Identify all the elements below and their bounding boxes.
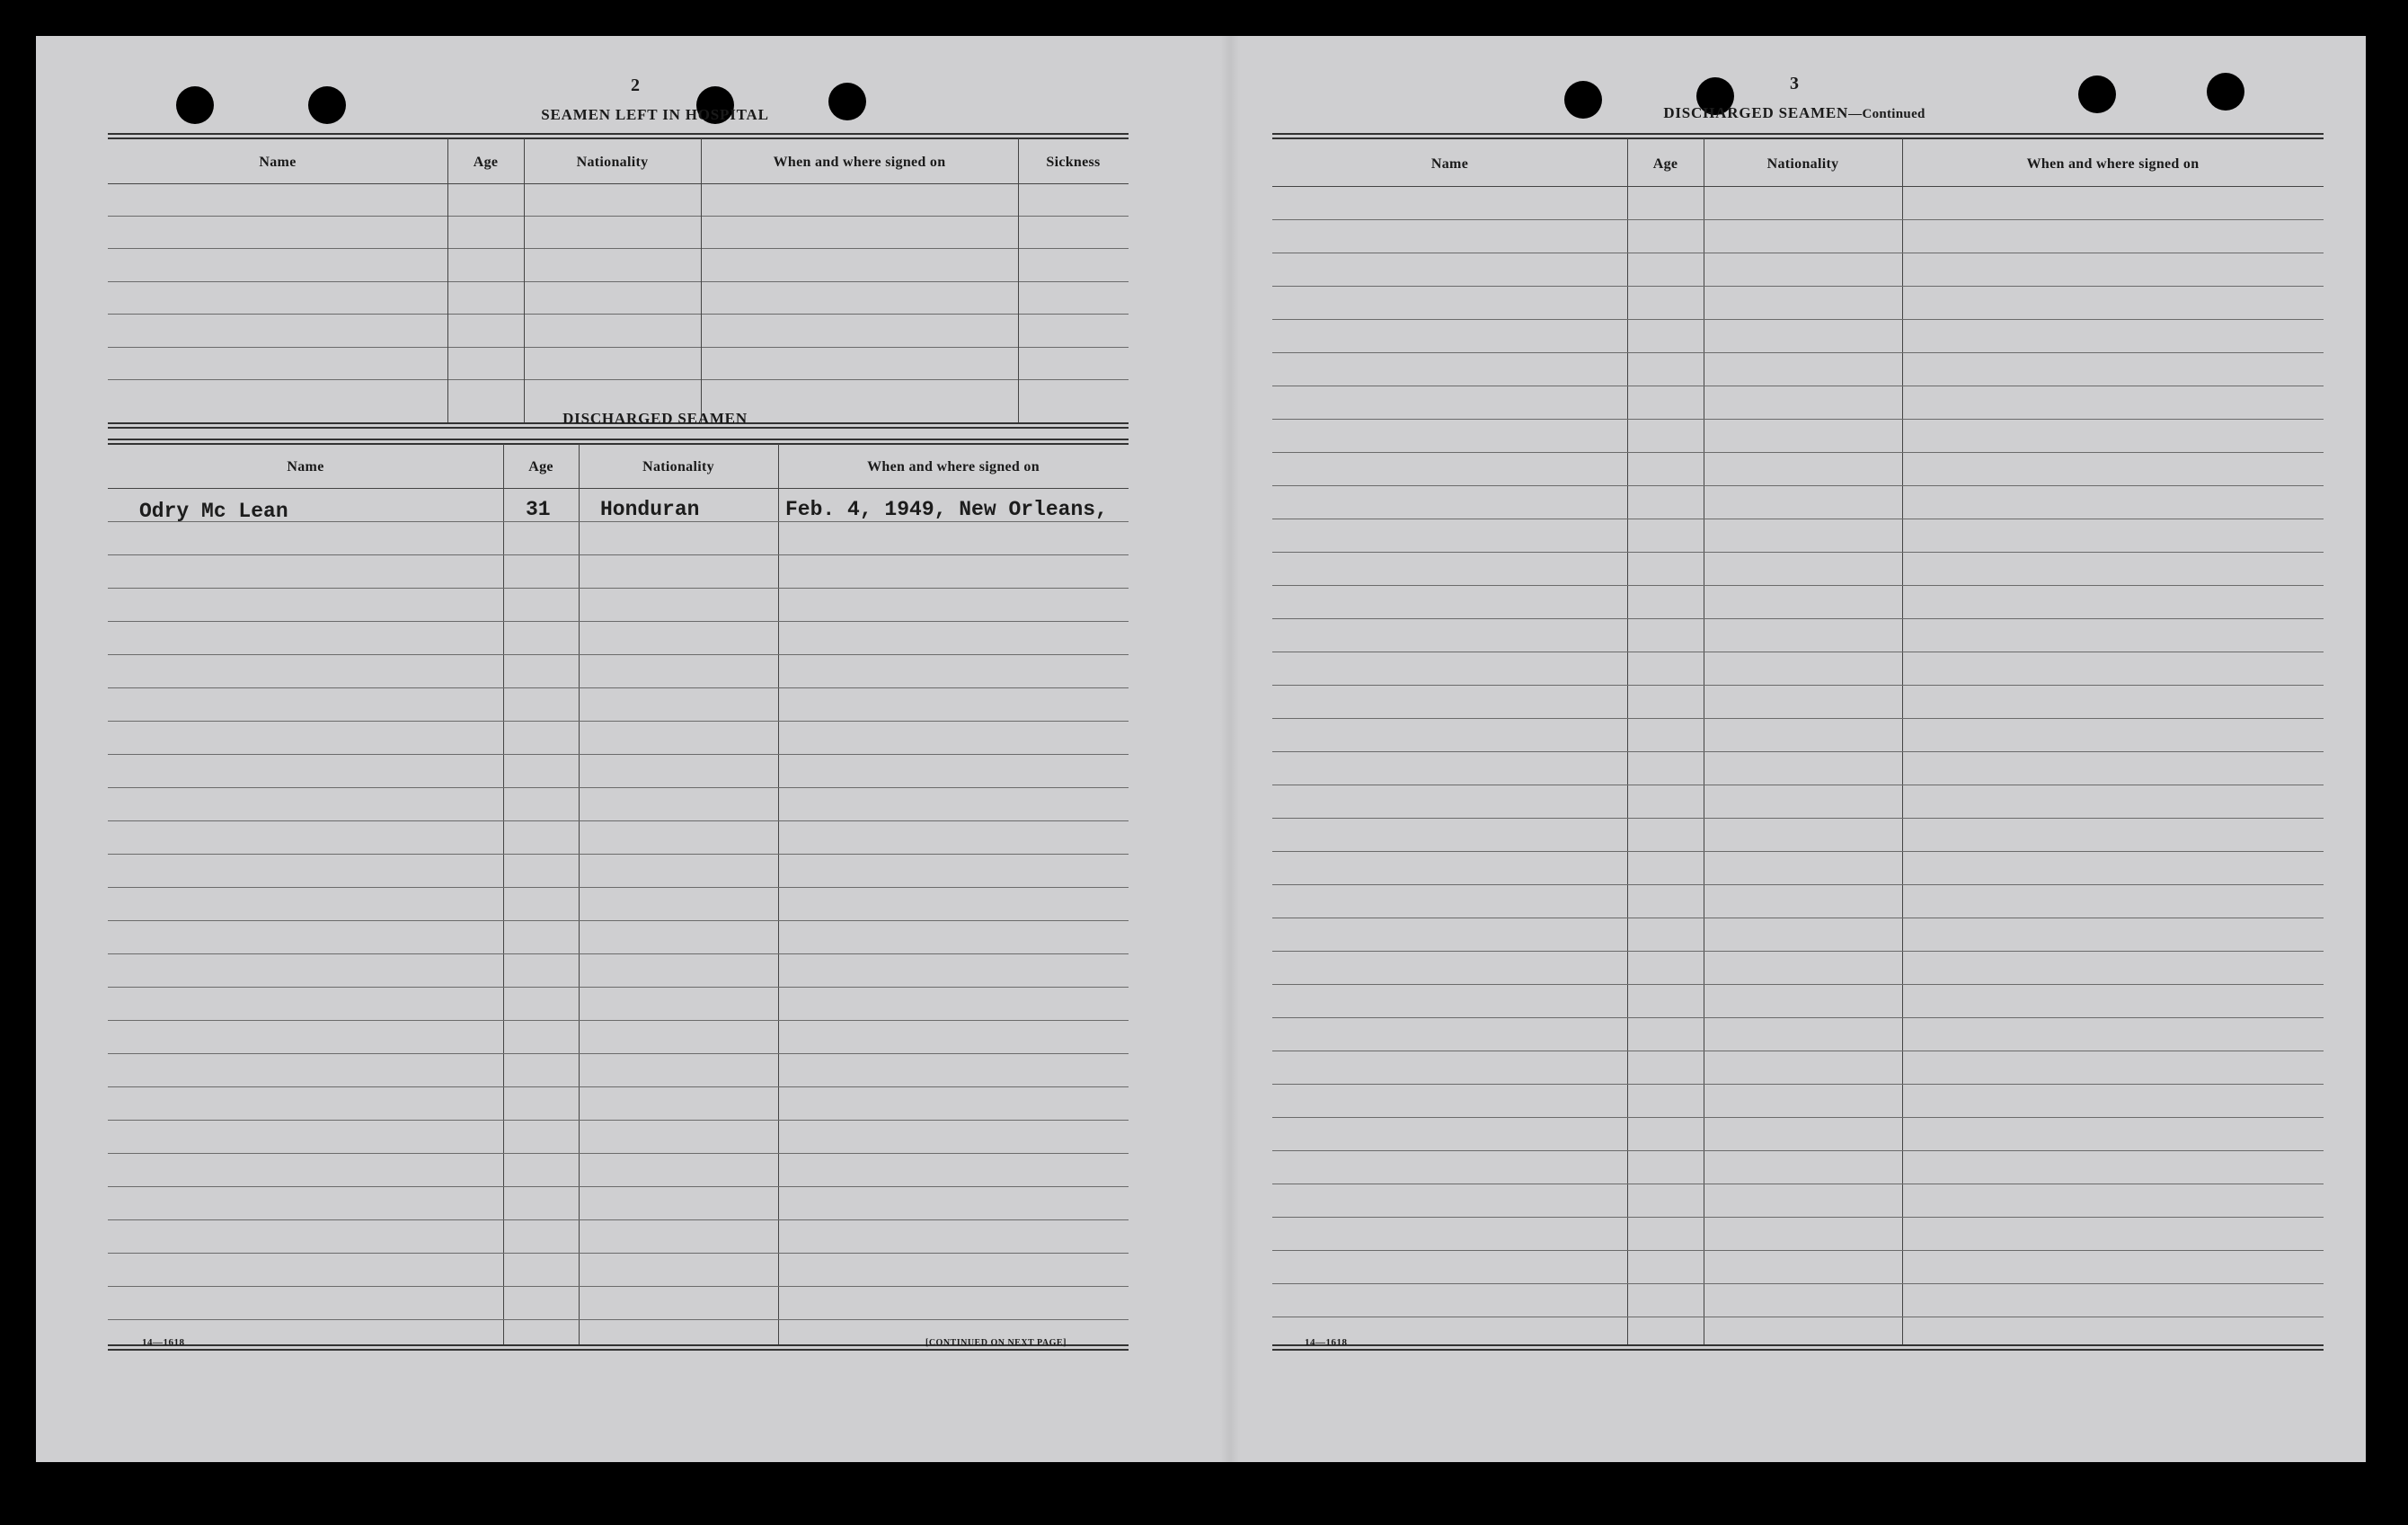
continued-note: [CONTINUED ON NEXT PAGE] — [925, 1338, 1067, 1348]
hospital-section-title: SEAMEN LEFT IN HOSPITAL — [541, 106, 769, 123]
form-number: 14—1618 — [142, 1337, 185, 1348]
title-suffix: —Continued — [1848, 107, 1926, 121]
col-header-nationality: Nationality — [642, 459, 714, 474]
col-header-age: Age — [528, 459, 553, 474]
hospital-table — [108, 133, 1129, 430]
title-main: DISCHARGED SEAMEN — [1663, 104, 1849, 121]
discharged-section-title: DISCHARGED SEAMEN — [562, 410, 748, 427]
col-header-nationality: Nationality — [1766, 156, 1839, 172]
discharged-table — [108, 439, 1129, 1373]
discharged-continued-table — [1272, 133, 2324, 1373]
col-header-age: Age — [1652, 156, 1678, 172]
col-header-age: Age — [473, 155, 499, 170]
seaman-nationality: Honduran — [600, 498, 700, 521]
seaman-age: 31 — [526, 498, 551, 521]
col-header-sickness: Sickness — [1046, 155, 1101, 170]
punch-hole — [1564, 81, 1602, 119]
col-header-name: Name — [259, 155, 297, 170]
form-number: 14—1618 — [1305, 1337, 1348, 1348]
col-header-signed-on: When and where signed on — [867, 459, 1040, 474]
page-fold — [1220, 36, 1240, 1462]
punch-hole — [176, 86, 214, 124]
punch-hole — [2078, 75, 2116, 113]
punch-hole — [308, 86, 346, 124]
seaman-name: Odry Mc Lean — [139, 500, 288, 523]
col-header-signed-on: When and where signed on — [2026, 156, 2200, 172]
document-sheet — [36, 36, 2366, 1462]
punch-hole — [2207, 73, 2244, 111]
col-header-name: Name — [287, 459, 324, 474]
discharged-continued-title — [1615, 104, 1974, 122]
page-number: 3 — [1790, 74, 1799, 93]
col-header-nationality: Nationality — [576, 155, 649, 170]
page-number: 2 — [631, 75, 640, 95]
seaman-signed-on: Feb. 4, 1949, New Orleans, — [785, 498, 1108, 521]
col-header-signed-on: When and where signed on — [773, 155, 946, 170]
col-header-name: Name — [1430, 156, 1469, 172]
